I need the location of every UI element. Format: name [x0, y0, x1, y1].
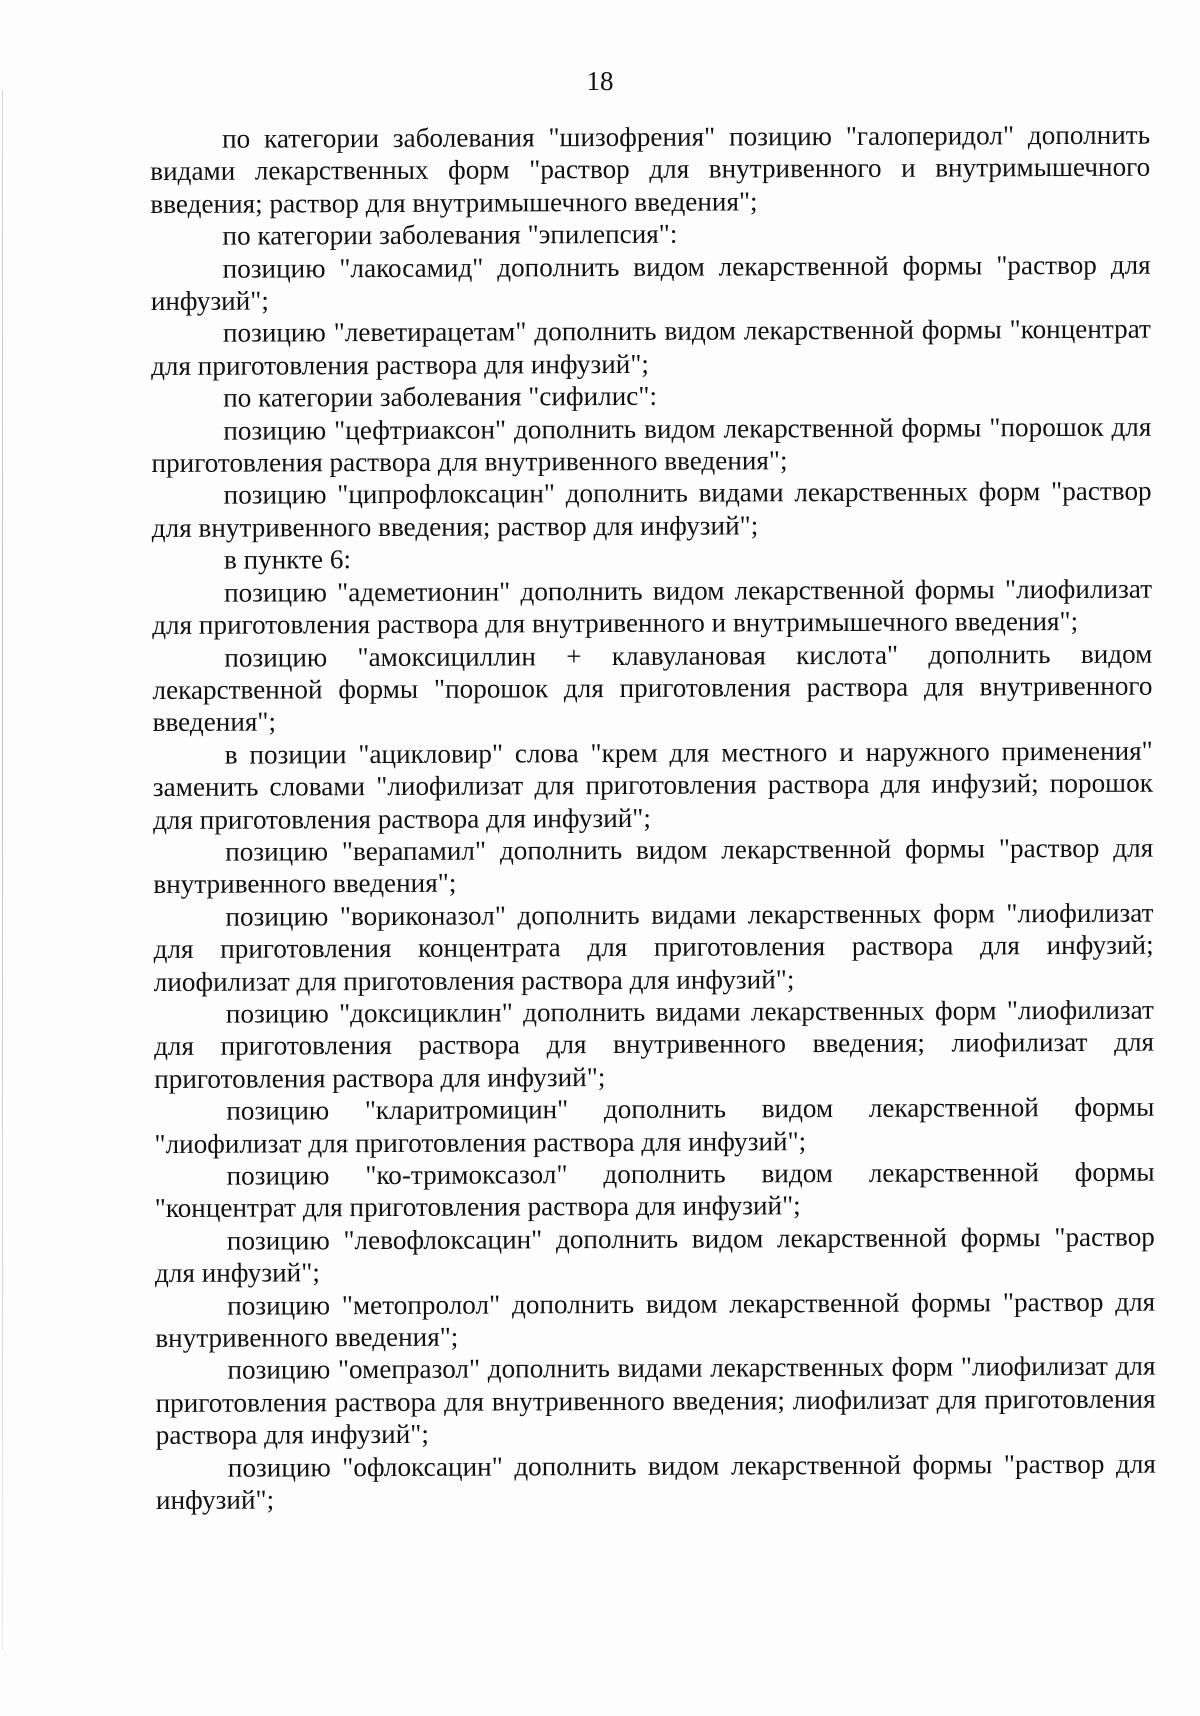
paragraph: в позиции "ацикловир" слова "крем для местного и наружного применения" заменить словами "лиофилизат для приготовления раствора для инфузий; порошок для приготовления раствора для инфузий"; [152, 735, 1153, 835]
paragraph: позицию "доксициклин" дополнить видами лекарственных форм "лиофилизат для приготовления раствора для внутривенного введения; лиофилизат для приготовления раствора для инфузий"; [153, 994, 1155, 1094]
paragraph: позицию "левофлоксацин" дополнить видом лекарственной формы "раствор для инфузий"; [154, 1221, 1155, 1289]
paragraph: позицию "цефтриаксон" дополнить видом лекарственной формы "порошок для приготовления раствора для внутривенного введения"; [151, 411, 1152, 479]
paragraph: позицию "верапамил" дополнить видом лекарственной формы "раствор для внутривенного введения"; [153, 832, 1154, 900]
paragraph: в пункте 6: [223, 544, 352, 575]
scan-edge-shadow [2, 90, 3, 1650]
document-body [150, 119, 1156, 1517]
paragraph: позицию "кларитромицин" дополнить видом лекарственной формы "лиофилизат для приготовления раствора для инфузий"; [154, 1091, 1155, 1159]
paragraph: позицию "ципрофлоксацин" дополнить видами лекарственных форм "раствор для внутривенного введения; раствор для инфузий"; [151, 476, 1152, 543]
paragraph: по категории заболевания "сифилис": [223, 381, 658, 413]
paragraph: позицию "леветирацетам" дополнить видом лекарственной формы "концентрат для приготовления раствора для инфузий"; [150, 314, 1151, 381]
paragraph: позицию "лакосамид" дополнить видом лекарственной формы "раствор для инфузий"; [150, 249, 1151, 317]
paragraph: по категории заболевания "шизофрения" позицию "галоперидол" дополнить видами лекарственных форм "раствор для внутривенного и внутримышечного введения; раствор для внутримышечного введения"; [150, 119, 1151, 219]
paragraph: позицию "метопролол" дополнить видом лекарственной формы "раствор для внутривенного введения"; [155, 1286, 1156, 1354]
paragraph: позицию "офлоксацин" дополнить видом лекарственной формы "раствор для инфузий"; [155, 1448, 1156, 1516]
paragraph: позицию "адеметионин" дополнить видом лекарственной формы "лиофилизат для приготовления раствора для внутривенного и внутримышечного введения"; [152, 573, 1153, 641]
paragraph: позицию "вориконазол" дополнить видами лекарственных форм "лиофилизат для приготовления концентрата для приготовления раствора для инфузий; лиофилизат для приготовления раствора для инфузий"; [153, 897, 1154, 997]
page-number: 18 [586, 66, 614, 96]
paragraph: позицию "ко-тримоксазол" дополнить видом лекарственной формы "концентрат для приготовления раствора для инфузий"; [154, 1156, 1155, 1224]
paragraph: позицию "омепразол" дополнить видами лекарственных форм "лиофилизат для приготовления раствора для внутривенного введения; лиофилизат для приготовления раствора для инфузий"; [155, 1351, 1156, 1451]
paragraph: позицию "амоксициллин + клавулановая кислота" дополнить видом лекарственной формы "порошок для приготовления раствора для внутривенного введения"; [152, 638, 1153, 738]
paragraph: по категории заболевания "эпилепсия": [222, 218, 678, 251]
